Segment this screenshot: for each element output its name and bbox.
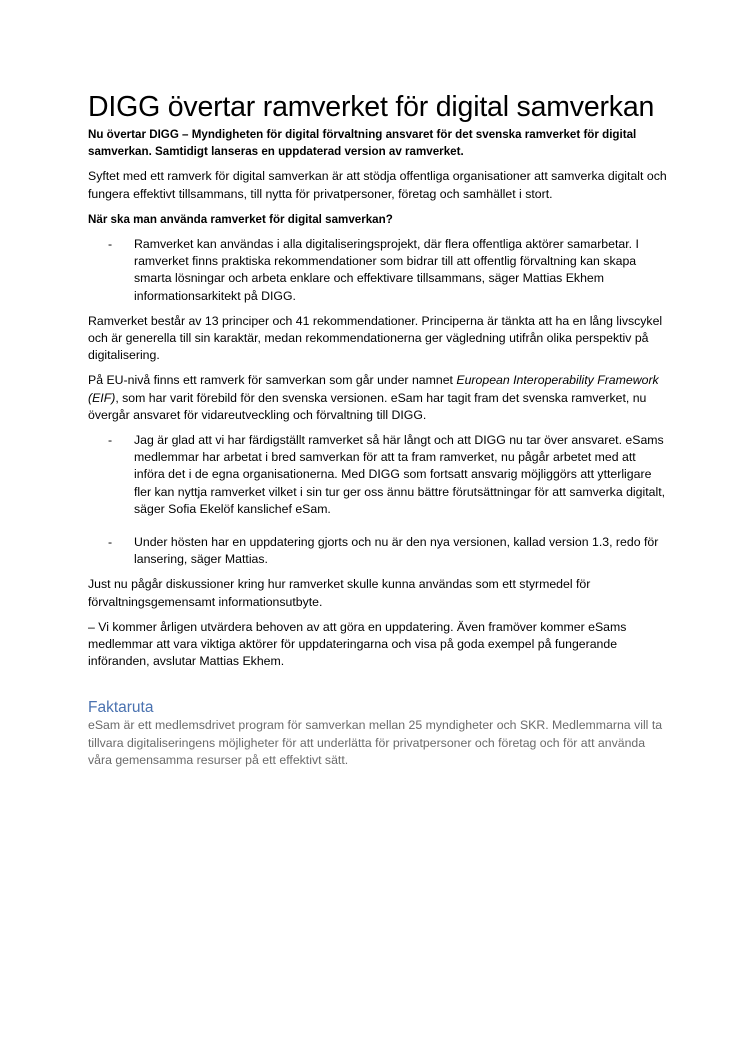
quote-text: Ramverket kan användas i alla digitaliseringsprojekt, där flera offentliga aktörer samarbetar. I ramverket finns praktiska rekommendationer som bidrar till att offentlig förvaltning kan skapa smarta lösningar och arbeta enklare och effektivare tillsammans, säger Mattias Ekhem informationsarkitekt på DIGG. [134,237,639,303]
paragraph-principles: Ramverket består av 13 principer och 41 rekommendationer. Principerna är tänkta att ha en lång livscykel och är generella till sin karaktär, medan rekommendationerna ger vägledning utifrån olika perspektiv på digitalisering. [88,313,663,363]
paragraph-purpose: Syftet med ett ramverk för digital samverkan är att stödja offentliga organisationer att samverka digitalt och fungera effektivt tillsammans, till nytta för privatpersoner, företag och samhället i stort. [88,169,667,201]
eif-text-start: På EU-nivå finns ett ramverk för samverkan som går under namnet [88,373,457,388]
question-heading: När ska man använda ramverket för digital samverkan? [88,212,393,226]
dash-bullet: - [108,535,113,550]
dash-bullet: - [108,433,113,448]
eif-italic-name: European Interoperability Framework (EIF) [88,373,659,405]
paragraph-discussion: Just nu pågår diskussioner kring hur ramverket skulle kunna användas som ett styrmedel för förvaltningsgemensamt informationsutbyte. [88,577,591,609]
quote-item [88,236,668,305]
lead-paragraph: Nu övertar DIGG – Myndigheten för digital förvaltning ansvaret för det svenska ramverket för digital samverkan. Samtidigt lanseras en uppdaterad version av ramverket. [88,128,637,159]
fact-box-text: eSam är ett medlemsdrivet program för samverkan mellan 25 myndigheter och SKR. Medlemmarna vill ta tillvara digitaliseringens möjligheter för att underlätta för privatpersoner och företag och för att använda våra gemensamma resurser på ett effektivt sätt. [88,718,663,767]
quote-item [88,534,668,568]
eif-text-end: , som har varit förebild för den svenska versionen. eSam har tagit fram det svenska ramverket, nu övergår ansvaret för vidareutveckling och förvaltning till DIGG. [88,390,647,422]
dash-bullet: - [108,237,113,252]
page-title: DIGG övertar ramverket för digital samverkan [88,91,655,123]
document-page [88,90,668,769]
spacer [88,526,668,534]
quote-text: Under hösten har en uppdatering gjorts och nu är den nya versionen, kallad version 1.3, redo för lansering, säger Mattias. [134,535,659,567]
fact-box-heading: Faktaruta [88,699,154,717]
quote-item [88,432,668,518]
paragraph-eif [88,372,668,424]
quote-text: Jag är glad att vi har färdigställt ramverket så här långt och att DIGG nu tar över ansvaret. eSams medlemmar har arbetat i bred samverkan för att ta fram ramverket, nu pågår arbetet med att införa det i de egna organisationerna. Med DIGG som fortsatt ansvarig möjliggörs att ytterligare fler kan nyttja ramverket vilket i sin tur ger oss ännu bättre förutsättningar för att samverka digitalt, säger Sofia Ekelöf kanslichef eSam. [134,433,666,516]
paragraph-closing: – Vi kommer årligen utvärdera behoven av att göra en uppdatering. Även framöver kommer eSams medlemmar att vara viktiga aktörer för uppdateringarna och visa på goda exempel på fungerande införanden, avslutar Mattias Ekhem. [88,619,627,669]
